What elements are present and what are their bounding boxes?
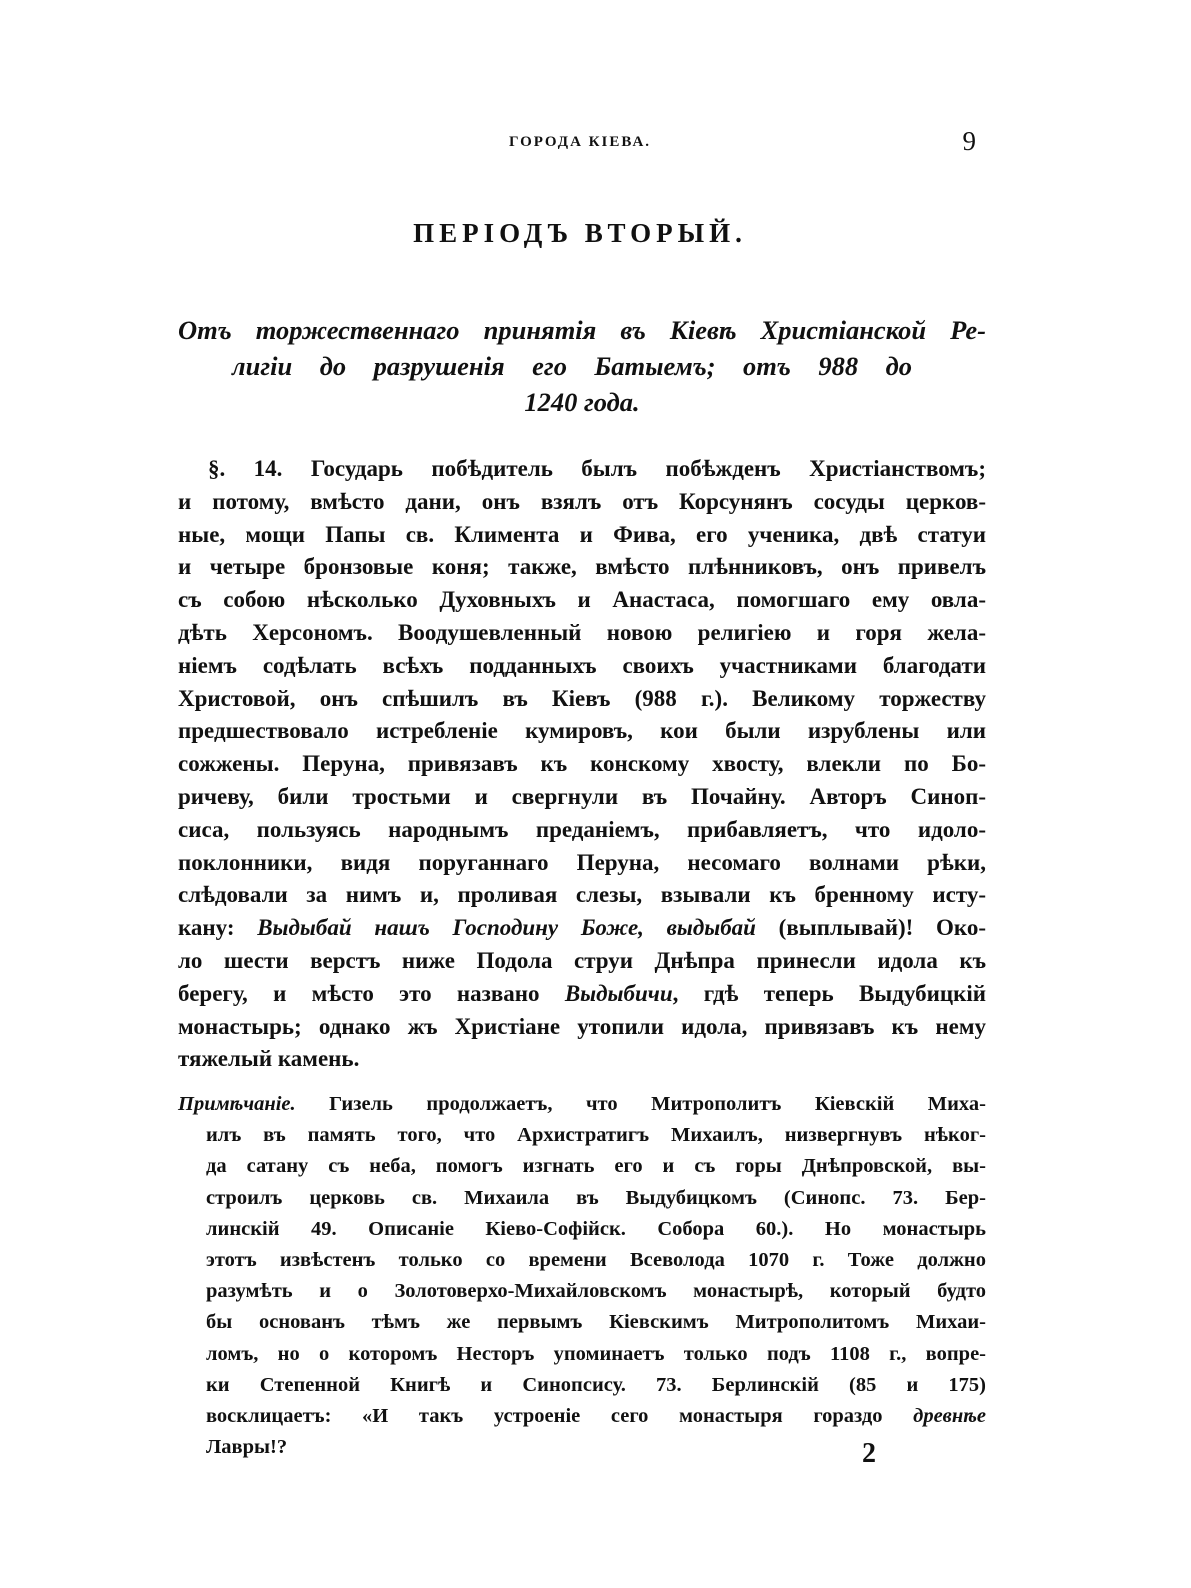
paragraph-line: тяжелый камень. — [178, 1046, 360, 1072]
paragraph-line: дѣть Херсономъ. Воодушевленный новою религіею и горя жела- — [178, 619, 986, 645]
paragraph-line — [178, 912, 986, 945]
paragraph-line: сиса, пользуясь народнымъ преданіемъ, прибавляетъ, что идоло- — [178, 816, 986, 842]
note-line: этотъ извѣстенъ только со времени Всеволода 1070 г. Тоже должно — [206, 1248, 986, 1271]
period-title: ПЕРІОДЪ ВТОРЫЙ. — [413, 218, 747, 248]
note-line: ломъ, но о которомъ Несторъ упоминаетъ только подъ 1108 г., вопре- — [206, 1342, 986, 1365]
subtitle-line: 1240 года. — [524, 387, 640, 417]
paragraph-line: ніемъ содѣлать всѣхъ подданныхъ своихъ участниками благодати — [178, 652, 986, 678]
note-line — [178, 1089, 986, 1120]
line-text: Гизель продолжаетъ, что Митрополитъ Кіевскій Миха- — [295, 1093, 986, 1115]
subtitle-line: лигіи до разрушенія его Батыемъ; отъ 988 до — [232, 351, 912, 381]
line-text: кану: — [178, 915, 258, 941]
note-line: ки Степенной Книгѣ и Синопсису. 73. Берлинскій (85 и 175) — [206, 1373, 986, 1396]
running-head — [170, 126, 990, 160]
paragraph-line: съ собою нѣсколько Духовныхъ и Анастаса, помогшаго ему овла- — [178, 587, 986, 613]
paragraph-line: Христовой, онъ спѣшилъ въ Кіевъ (988 г.). Великому торжеству — [178, 685, 986, 711]
note-line: разумѣть и о Золотоверхо-Михайловскомъ монастырѣ, который будто — [206, 1280, 986, 1303]
paragraph-line: сожжены. Перуна, привязавъ къ конскому хвосту, влекли по Бо- — [178, 751, 986, 777]
note-line: да сатану съ неба, помогъ изгнать его и съ горы Днѣпровской, вы- — [206, 1155, 986, 1178]
running-title: ГОРОДА КІЕВА. — [508, 134, 652, 150]
paragraph-line: предшествовало истребленіе кумировъ, кои были изрублены или — [178, 718, 986, 744]
note-line: Лавры!? — [206, 1436, 288, 1459]
note-line — [178, 1401, 986, 1432]
paragraph-line — [178, 978, 986, 1011]
note-line: линскій 49. Описаніе Кіево-Софійск. Собора 60.). Но монастырь — [206, 1217, 986, 1240]
main-paragraph — [178, 453, 986, 1076]
line-text: берегу, и мѣсто это названо — [178, 980, 565, 1006]
quoted-cry: Выдыбай нашъ Господину Боже, выдыбай — [257, 915, 756, 941]
paragraph-line: ричеву, били тростьми и свергнули въ Почайну. Авторъ Синоп- — [178, 783, 986, 809]
paragraph-line: и потому, вмѣсто дани, онъ взялъ отъ Корсунянъ сосуды церков- — [178, 488, 986, 514]
paragraph-line: монастырь; однако жъ Христіане утопили идола, привязавъ къ нему — [178, 1013, 986, 1039]
signature-mark: 2 — [862, 1438, 876, 1469]
note-lead: Примѣчаніе. — [178, 1093, 296, 1115]
footnote — [178, 1089, 986, 1463]
note-line: илъ въ память того, что Архистратигъ Михаилъ, низвергнувъ нѣког- — [206, 1124, 986, 1147]
line-text: восклицаетъ: «И такъ устроеніе сего монастыря гораздо — [206, 1404, 914, 1427]
line-text: (выплывай)! Око- — [755, 915, 986, 941]
place-name: Выдыбичи — [564, 980, 673, 1006]
paragraph-line: и четыре бронзовые коня; также, вмѣсто плѣнниковъ, онъ привелъ — [178, 554, 986, 580]
subtitle-line: Отъ торжественнаго принятія въ Кіевѣ Христіанской Ре- — [178, 315, 986, 345]
page-number: 9 — [962, 126, 976, 156]
note-line: строилъ церковь св. Михаила въ Выдубицкомъ (Синопс. 73. Бер- — [206, 1186, 986, 1209]
paragraph-line: слѣдовали за нимъ и, проливая слезы, взывали къ бренному исту- — [178, 882, 986, 908]
paragraph-line: ло шести верстъ ниже Подола струи Днѣпра принесли идола къ — [178, 947, 986, 973]
chapter-subtitle — [178, 312, 986, 420]
note-line: бы основанъ тѣмъ же первымъ Кіевскимъ Митрополитомъ Михаи- — [206, 1311, 986, 1334]
paragraph-line: поклонники, видя поруганнаго Перуна, несомаго волнами рѣки, — [178, 849, 986, 875]
paragraph-line: ные, мощи Папы св. Климента и Фива, его ученика, двѣ статуи — [178, 521, 986, 547]
paragraph-line: §. 14. Государь побѣдитель былъ побѣжденъ Христіанствомъ; — [208, 456, 986, 481]
line-text: , гдѣ теперь Выдубицкій — [672, 980, 986, 1006]
note-emphasis: древнѣе — [913, 1404, 986, 1427]
